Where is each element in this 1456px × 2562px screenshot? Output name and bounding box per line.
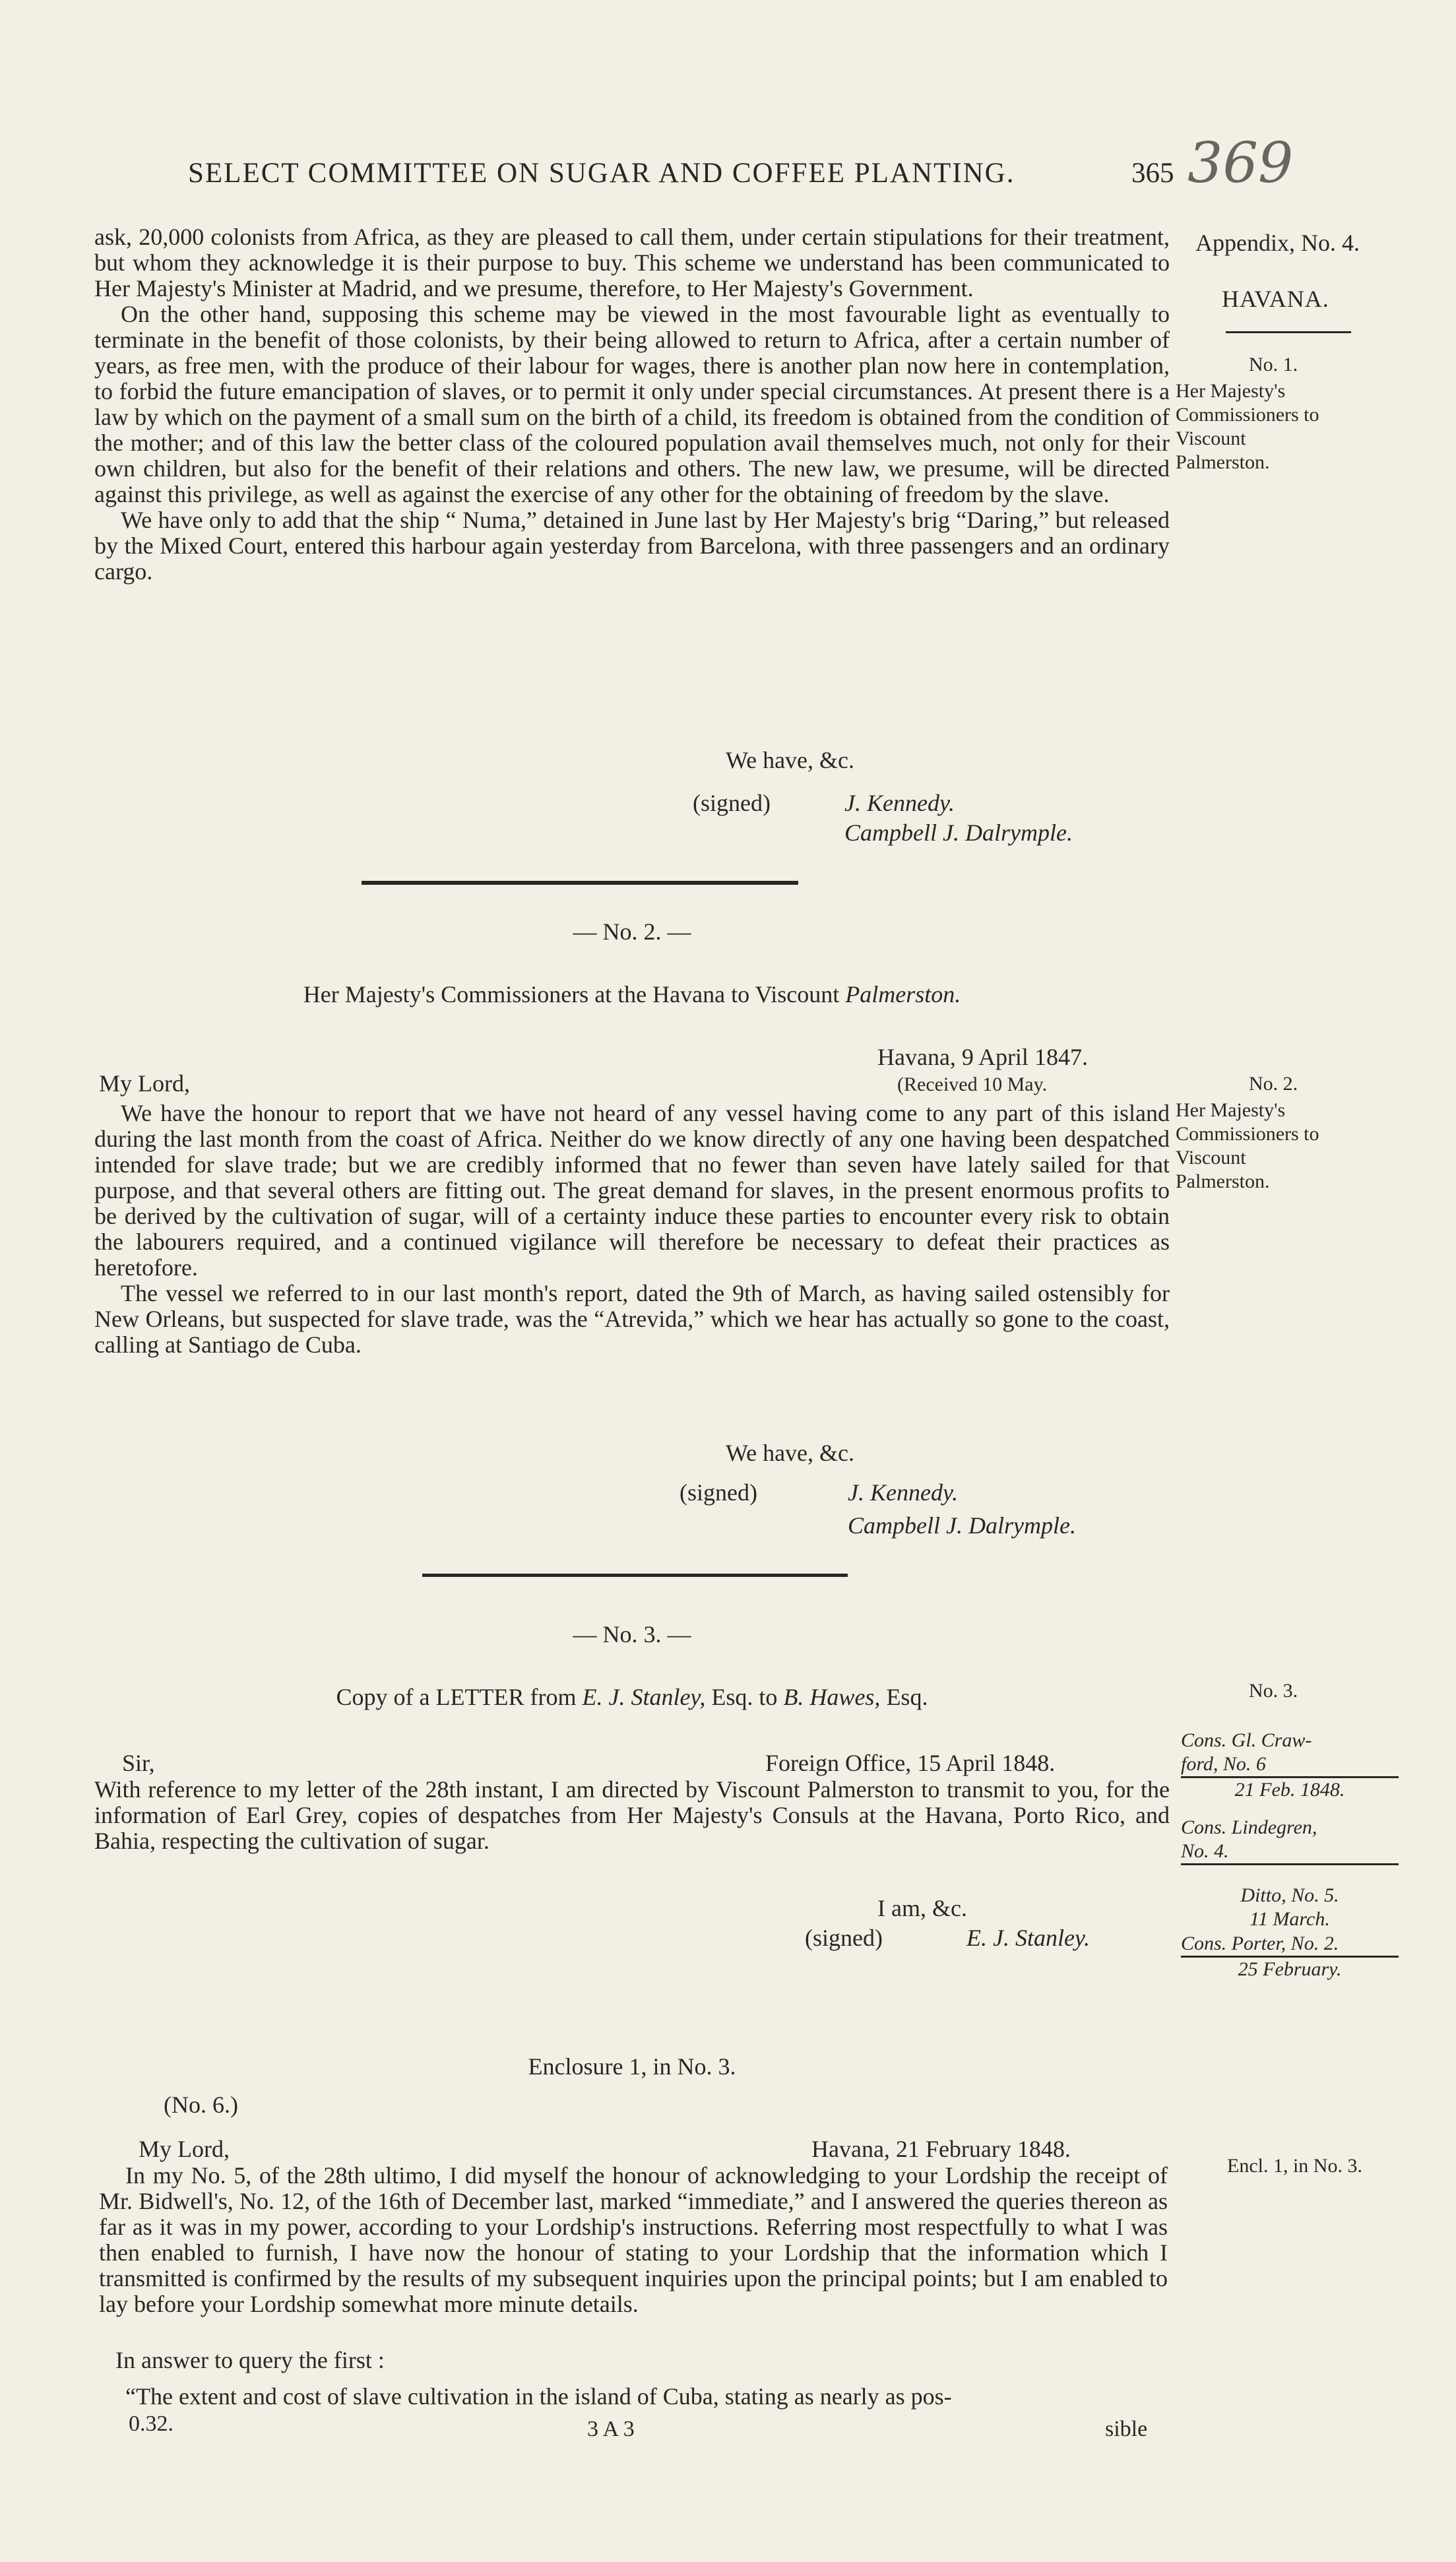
paragraph: We have only to add that the ship “ Numa,” detained in June last by Her Majesty's brig “Daring,” but released by the Mixed Court, entered this harbour again yesterday from Barcelona, with three passengers and an ordinary cargo. <box>94 507 1170 585</box>
enclosure-salutation: My Lord, <box>139 2136 230 2162</box>
letter3-signer: E. J. Stanley. <box>966 1925 1090 1951</box>
letter3-body: With reference to my letter of the 28th instant, I am directed by Viscount Palmerston to transmit to you, for the information of Earl Grey, copies of despatches from Her Majesty's Consuls at the Havana, Porto Rico, and Bahia, respecting the cultivation of sugar. <box>94 1776 1170 1854</box>
section-rule <box>362 881 798 885</box>
letter2-signer2: Campbell J. Dalrymple. <box>848 1512 1076 1539</box>
letter1-body <box>94 224 1170 585</box>
enclosure-ref: (No. 6.) <box>164 2092 238 2118</box>
paragraph: ask, 20,000 colonists from Africa, as they are pleased to call them, under certain stipulations for their treatment, but whom they acknowledge it is their purpose to buy. This scheme we understand has been communicated to Her Majesty's Minister at Madrid, and we presume, therefore, to Her Majesty's Government. <box>94 224 1170 302</box>
letter2-signed: (signed) <box>680 1479 757 1506</box>
paragraph: We have the honour to report that we have not heard of any vessel having come to any part of this island during the last month from the coast of Africa. Neither do we know directly of any one having been despatched intended for slave trade; but we are credibly informed that no fewer than seven have lately sailed for that purpose, and that several others are fitting out. The great demand for slaves, in the present enormous profits to be derived by the cultivation of sugar, will of a certainty induce these parties to encounter every risk to obtain the labourers required, and a continued vigilance will therefore be necessary to defeat their practices as heretofore. <box>94 1100 1170 1281</box>
letter1-signer1: J. Kennedy. <box>844 790 955 816</box>
letter3-date: Foreign Office, 15 April 1848. <box>765 1750 1056 1776</box>
letter2-heading: Her Majesty's Commissioners at the Havana to Viscount Palmerston. <box>303 981 961 1008</box>
letter3-closing: I am, &c. <box>877 1895 967 1921</box>
margin-no2-desc: Her Majesty's Commissioners to Viscount Palmerston. <box>1176 1099 1319 1192</box>
margin-no1: No. 1. <box>1249 354 1298 375</box>
footer-signature-mark: 3 A 3 <box>587 2417 635 2441</box>
margin-encl: Encl. 1, in No. 3. <box>1227 2155 1362 2177</box>
margin-no2: No. 2. <box>1249 1073 1298 1095</box>
enclosure-query-intro: In answer to query the first : <box>115 2347 385 2373</box>
margin-cons-crawford: Cons. Gl. Craw- ford, No. 6 21 Feb. 1848. <box>1181 1729 1399 1802</box>
letter3-heading: Copy of a LETTER from E. J. Stanley, Esq. to B. Hawes, Esq. <box>336 1684 928 1710</box>
enclosure-body: In my No. 5, of the 28th ultimo, I did myself the honour of acknowledging to your Lordship the receipt of Mr. Bidwell's, No. 12, of the 16th of December last, marked “immediate,” and I answered the queries thereon as far as it was in my power, according to your Lordship's instructions. Referring most respectfully to what I was then enabled to furnish, I have now the honour of stating to your Lordship that the information which I transmitted is confirmed by the results of my subsequent inquiries upon the principal points; but I am enabled to lay before your Lordship somewhat more minute details. <box>99 2162 1168 2317</box>
margin-cons-lindegren: Cons. Lindegren, No. 4. <box>1181 1816 1399 1865</box>
margin-havana: HAVANA. <box>1222 286 1329 312</box>
margin-cons-porter: Cons. Porter, No. 2. 25 February. <box>1181 1932 1399 1981</box>
enclosure-title: Enclosure 1, in No. 3. <box>528 2053 736 2080</box>
letter2-number: — No. 2. — <box>573 918 691 945</box>
letter2-signer1: J. Kennedy. <box>848 1479 958 1506</box>
footer-left: 0.32. <box>129 2412 174 2436</box>
letter3-number: — No. 3. — <box>573 1621 691 1648</box>
paragraph: On the other hand, supposing this scheme may be viewed in the most favourable light as eventually to terminate in the benefit of those colonists, by their being allowed to return to Africa, after a certain number of years, as free men, with the produce of their labour for wages, there is another plan now here in contemplation, to forbid the future emancipation of slaves, or to permit it only under special circumstances. At present there is a law by which on the payment of a small sum on the birth of a child, its freedom is obtained from the condition of the mother; and of this law the better class of the coloured population avail themselves much, not only for their own children, but also for the benefit of their relations and others. The new law, we presume, will be directed against this privilege, as well as against the exercise of any other for the obtaining of freedom by the slave. <box>94 301 1170 507</box>
handwritten-folio: 369 <box>1187 131 1294 195</box>
running-header: SELECT COMMITTEE ON SUGAR AND COFFEE PLANTING. <box>188 158 1015 189</box>
footer-catchword: sible <box>1105 2417 1148 2441</box>
margin-appendix: Appendix, No. 4. <box>1195 230 1360 256</box>
margin-havana-rule <box>1226 331 1351 333</box>
letter2-body <box>94 1101 1170 1358</box>
letter3-salutation: Sir, <box>122 1750 155 1776</box>
margin-ditto: Ditto, No. 5. 11 March. <box>1240 1884 1339 1930</box>
letter2-closing: We have, &c. <box>726 1440 855 1466</box>
letter1-closing: We have, &c. <box>726 747 855 773</box>
page-number: 365 <box>1131 158 1174 189</box>
enclosure-query-text: “The extent and cost of slave cultivation in the island of Cuba, stating as nearly as pos- <box>125 2383 952 2410</box>
letter2-salutation: My Lord, <box>99 1070 190 1097</box>
enclosure-date: Havana, 21 February 1848. <box>811 2136 1071 2162</box>
letter2-received: (Received 10 May. <box>897 1073 1048 1095</box>
margin-no1-desc: Her Majesty's Commissioners to Viscount Palmerston. <box>1176 380 1319 473</box>
letter2-date: Havana, 9 April 1847. <box>877 1044 1088 1070</box>
letter1-signer2: Campbell J. Dalrymple. <box>844 819 1073 846</box>
letter3-signed: (signed) <box>805 1925 883 1951</box>
letter1-signed: (signed) <box>693 790 771 816</box>
paragraph: The vessel we referred to in our last month's report, dated the 9th of March, as having sailed ostensibly for New Orleans, but suspected for slave trade, was the “Atrevida,” which we hear has actually so gone to the coast, calling at Santiago de Cuba. <box>94 1280 1170 1358</box>
margin-no3: No. 3. <box>1249 1680 1298 1702</box>
section-rule <box>422 1574 848 1577</box>
